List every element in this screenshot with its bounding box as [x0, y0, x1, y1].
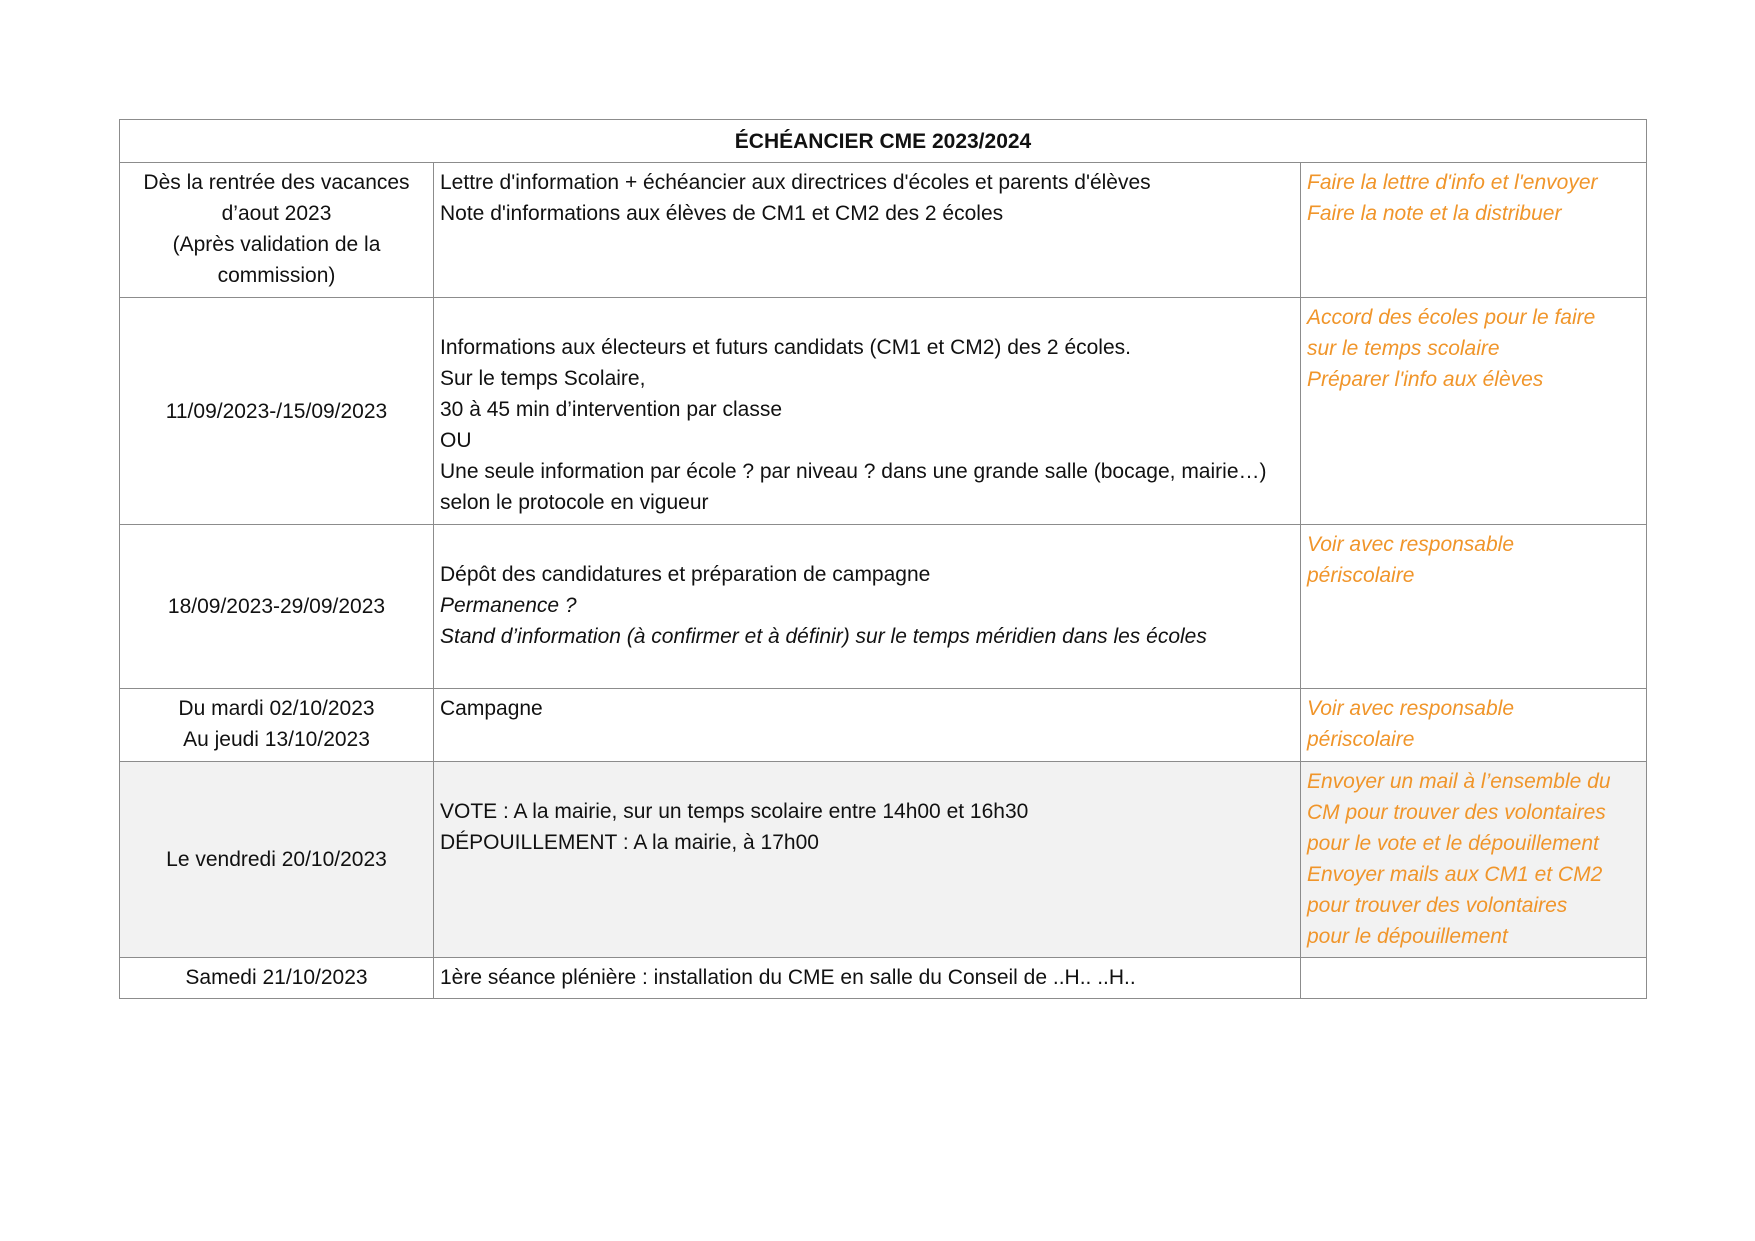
table-row [120, 163, 1647, 298]
task-line: OU [440, 429, 472, 452]
task-line: Campagne [440, 697, 543, 720]
note-line: sur le temps scolaire [1307, 337, 1500, 360]
date-line: Dès la rentrée des vacances [143, 171, 410, 194]
task-line: DÉPOUILLEMENT : A la mairie, à 17h00 [440, 831, 819, 854]
date-line: Du mardi 02/10/2023 [178, 697, 375, 720]
task-cell [434, 958, 1301, 999]
date-line: Samedi 21/10/2023 [185, 966, 368, 989]
date-line: Au jeudi 13/10/2023 [183, 728, 370, 751]
date-line: Le vendredi 20/10/2023 [166, 848, 387, 871]
table-row [120, 298, 1647, 525]
task-line: Dépôt des candidatures et préparation de campagne [440, 563, 931, 586]
task-line: Informations aux électeurs et futurs candidats (CM1 et CM2) des 2 écoles. [440, 336, 1131, 359]
note-cell [1301, 958, 1647, 999]
task-cell [434, 762, 1301, 958]
note-line: périscolaire [1307, 728, 1415, 751]
date-cell [120, 958, 434, 999]
title-row [120, 120, 1647, 163]
table-row [120, 689, 1647, 762]
date-line: 18/09/2023-29/09/2023 [167, 595, 386, 618]
note-cell [1301, 762, 1647, 958]
task-line: Une seule information par école ? par niveau ? dans une grande salle (bocage, mairie…) selon le protocole en vigueur [440, 460, 1273, 514]
note-line: Faire la lettre d'info et l'envoyer [1307, 171, 1598, 194]
date-cell [120, 525, 434, 689]
date-line: 11/09/2023-/15/09/2023 [165, 399, 388, 423]
date-line: d’aout 2023 [221, 202, 332, 225]
note-line: CM pour trouver des volontaires [1307, 801, 1606, 824]
note-line: Voir avec responsable [1307, 533, 1515, 556]
date-line: (Après validation de la [172, 233, 381, 256]
date-cell [120, 163, 434, 298]
task-cell [434, 163, 1301, 298]
note-line: Faire la note et la distribuer [1307, 202, 1562, 225]
date-line: commission) [217, 264, 336, 287]
note-line: périscolaire [1307, 564, 1415, 587]
note-line: Préparer l'info aux élèves [1307, 368, 1544, 391]
note-line: pour trouver des volontaires [1307, 894, 1568, 917]
task-line: Lettre d'information + échéancier aux directrices d'écoles et parents d'élèves [440, 171, 1151, 194]
task-line: 1ère séance plénière : installation du CME en salle du Conseil de ..H.. ..H.. [440, 966, 1136, 989]
note-line: pour le vote et le dépouillement [1307, 832, 1599, 855]
note-cell [1301, 689, 1647, 762]
note-line: pour le dépouillement [1307, 925, 1508, 948]
note-line: Accord des écoles pour le faire [1307, 306, 1596, 329]
task-line: Permanence ? [440, 594, 577, 617]
table-row [120, 958, 1647, 999]
note-line: Voir avec responsable [1307, 697, 1515, 720]
table-row [120, 762, 1647, 958]
table-title: ÉCHÉANCIER CME 2023/2024 [120, 120, 1647, 163]
table-row [120, 525, 1647, 689]
task-line: VOTE : A la mairie, sur un temps scolaire entre 14h00 et 16h30 [440, 800, 1029, 823]
date-cell [120, 298, 434, 525]
note-line: Envoyer mails aux CM1 et CM2 [1307, 863, 1603, 886]
note-cell [1301, 298, 1647, 525]
schedule-table [119, 119, 1647, 999]
date-cell [120, 689, 434, 762]
task-line: 30 à 45 min d’intervention par classe [440, 398, 783, 421]
task-line: Sur le temps Scolaire, [440, 367, 646, 390]
note-cell [1301, 525, 1647, 689]
task-cell [434, 689, 1301, 762]
note-line: Envoyer un mail à l’ensemble du [1307, 770, 1611, 793]
task-line: Note d'informations aux élèves de CM1 et CM2 des 2 écoles [440, 202, 1004, 225]
note-cell [1301, 163, 1647, 298]
task-cell [434, 298, 1301, 525]
task-cell [434, 525, 1301, 689]
task-line: Stand d’information (à confirmer et à définir) sur le temps méridien dans les écoles [440, 625, 1207, 648]
date-cell [120, 762, 434, 958]
